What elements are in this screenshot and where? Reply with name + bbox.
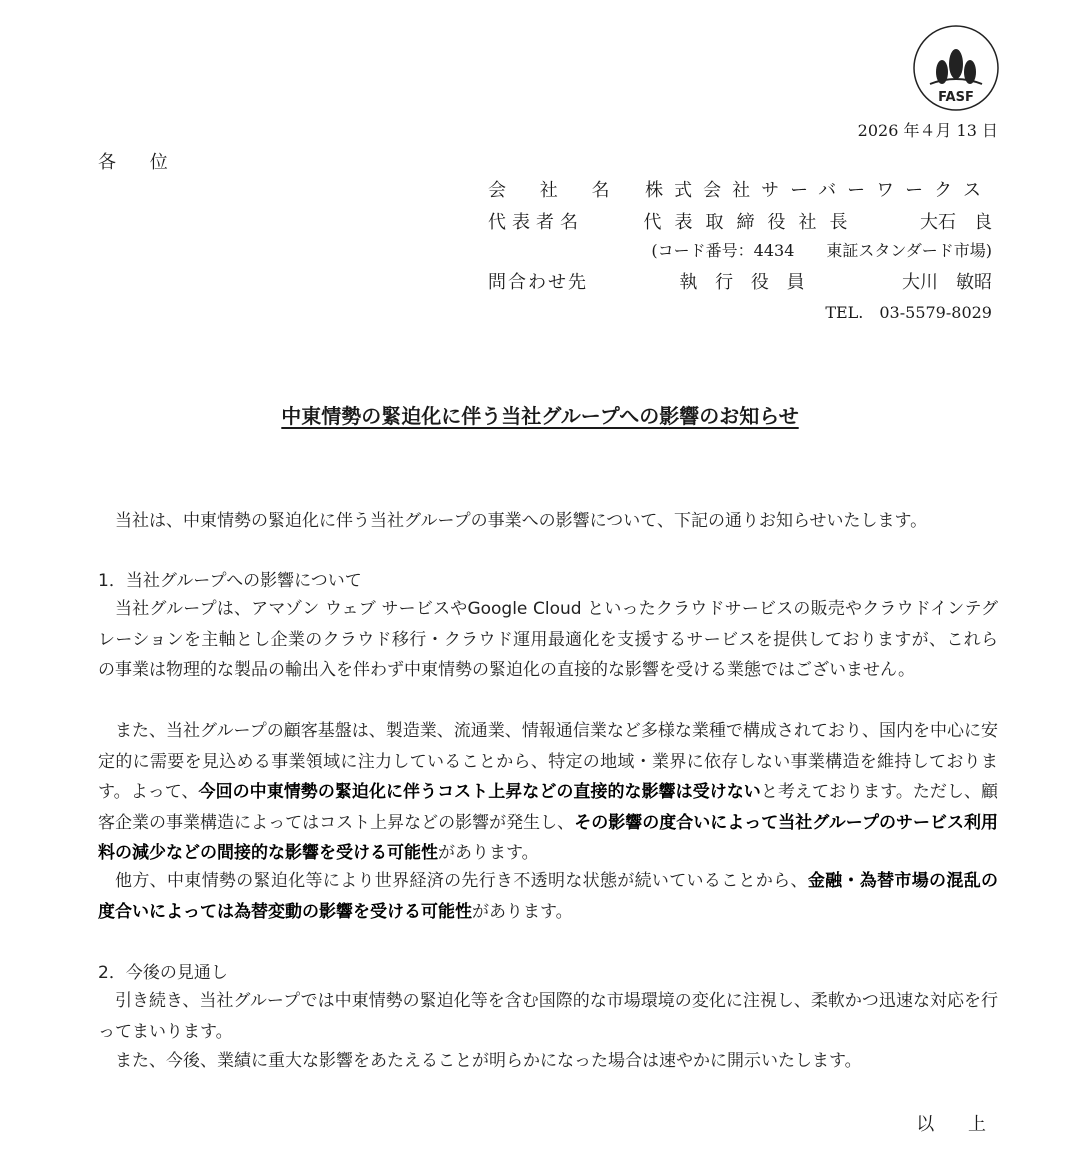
highlight-no-direct-impact: 今回の中東情勢の緊迫化に伴うコスト上昇などの直接的な影響は受けない xyxy=(198,782,761,802)
section2-paragraph-1: 引き続き、当社グループでは中東情勢の緊迫化等を含む国際的な市場環境の変化に注視し、柔軟かつ迅速な対応を行ってまいります。 xyxy=(98,991,998,1042)
company-name-row xyxy=(488,176,992,202)
addressee: 各 位 xyxy=(98,152,182,173)
representative-label: 代表者名 xyxy=(488,212,584,233)
intro-paragraph: 当社は、中東情勢の緊迫化に伴う当社グループの事業への影響について、下記の通りお知らせいたします。 xyxy=(115,511,928,531)
contact-name: 大川 敏昭 xyxy=(901,272,992,293)
section1-paragraph-1: 当社グループは、アマゾン ウェブ サービスやGoogle Cloud といったクラウドサービスの販売やクラウドインテグレーションを主軸とし企業のクラウド移行・クラウド運用最適化を支援するサービスを提供しておりますが、これらの事業は物理的な製品の輸出入を伴わず中東情勢の緊迫化の直接的な影響を受ける業態ではございません。 xyxy=(98,599,998,680)
contact-title: 執 行 役 員 xyxy=(679,272,811,293)
highlight-fx-impact: 金融・為替市場の混乱の度合いによっては為替変動の影響を受ける可能性 xyxy=(98,871,999,922)
document-title: 中東情勢の緊迫化に伴う当社グループへの影響のお知らせ xyxy=(281,404,799,428)
fasf-member-seal-icon xyxy=(912,24,1000,112)
highlight-indirect-impact: その影響の度合いによって当社グループのサービス利用料の減少などの間接的な影響を受ける可能性 xyxy=(98,812,999,863)
release-date: 2026 年４月 13 日 xyxy=(857,121,998,140)
stock-code: (コード番号：4434 東証スタンダード市場) xyxy=(651,241,992,260)
contact-label: 問合わせ先 xyxy=(488,272,588,293)
section2-paragraph-2: また、今後、業績に重大な影響をあたえることが明らかになった場合は速やかに開示いたします。 xyxy=(115,1051,862,1071)
company-name: 株式会社サーバーワークス xyxy=(645,180,992,201)
svg-text:FASF: FASF xyxy=(938,90,974,105)
fasf-logo xyxy=(912,24,1000,112)
contact-row xyxy=(488,268,992,294)
representative-name: 大石 良 xyxy=(920,212,992,233)
representative-title: 代表取締役社長 xyxy=(643,212,861,233)
company-label: 会 社 名 xyxy=(488,180,624,201)
section2-heading: 2．今後の見通し xyxy=(98,963,228,983)
closing-mark: 以 上 xyxy=(916,1114,1000,1135)
contact-tel: TEL. 03-5579-8029 xyxy=(825,303,992,322)
section1-paragraph-2: また、当社グループの顧客基盤は、製造業、流通業、情報通信業など多様な業種で構成されており、国内を中心に安定的に需要を見込める事業領域に注力していることから、特定の地域・業界に依存しない事業構造を維持しております。よって、今回の中東情勢の緊迫化に伴うコスト上昇などの直接的な影響は受けないと考えております。ただし、顧客企業の事業構造によってはコスト上昇などの影響が発生し、その影響の度合いによって当社グループのサービス利用料の減少などの間接的な影響を受ける可能性があります。 xyxy=(98,721,999,863)
representative-row xyxy=(488,208,992,234)
section1-paragraph-3: 他方、中東情勢の緊迫化等により世界経済の先行き不透明な状態が続いていることから、金融・為替市場の混乱の度合いによっては為替変動の影響を受ける可能性があります。 xyxy=(98,871,999,922)
section1-heading: 1．当社グループへの影響について xyxy=(98,571,362,591)
